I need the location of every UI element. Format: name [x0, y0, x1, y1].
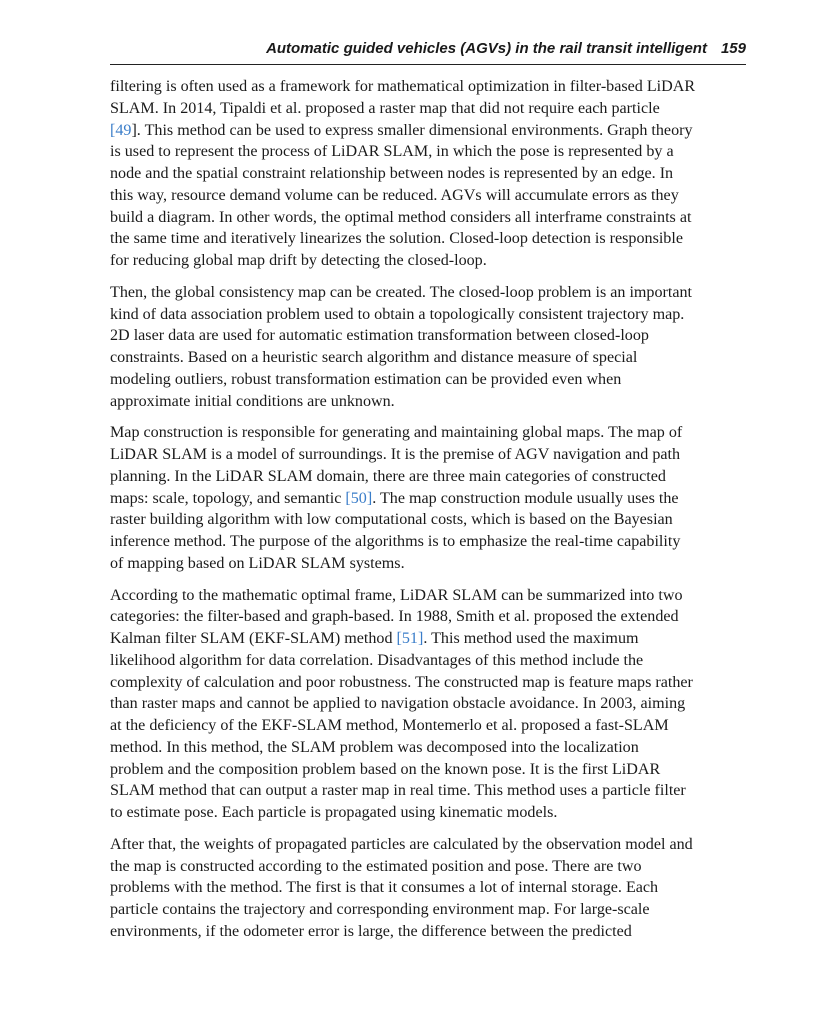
text-span: categories: the filter-based and graph-based. In 1988, Smith et al. proposed the extended [110, 608, 679, 626]
body-text [110, 76, 738, 953]
text-span: constraints. Based on a heuristic search algorithm and distance measure of special [110, 349, 638, 366]
text-span: . This method used the maximum [423, 630, 639, 647]
text-span: After that, the weights of propagated particles are calculated by the observation model and [110, 835, 693, 853]
text-span: is used to represent the process of LiDAR SLAM, in which the pose is represented by a [110, 143, 674, 161]
text-span: Map construction is responsible for generating and maintaining global maps. The map of [110, 424, 683, 442]
text-span: particle contains the trajectory and corresponding environment map. For large-scale [110, 901, 650, 918]
text-span: 2D laser data are used for automatic estimation transformation between closed-loop [110, 327, 649, 345]
text-span: build a diagram. In other words, the optimal method considers all interframe constraints at [110, 208, 692, 226]
text-span: LiDAR SLAM is a model of surroundings. It is the premise of AGV navigation and path [110, 446, 681, 463]
text-span: SLAM method that can output a raster map in real time. This method uses a particle filter [110, 782, 686, 800]
text-span: for reducing global map drift by detecting the closed-loop. [110, 252, 487, 269]
text-span: maps: scale, topology, and semantic [110, 489, 346, 507]
paragraph [110, 834, 738, 943]
text-span: complexity of calculation and poor robustness. The constructed map is feature maps rather [110, 673, 693, 691]
running-header [110, 38, 746, 65]
text-span: filtering is often used as a framework for mathematical optimization in filter-based LiDAR [110, 78, 696, 95]
text-span: According to the mathematic optimal frame, LiDAR SLAM can be summarized into two [110, 586, 683, 604]
text-span: this way, resource demand volume can be reduced. AGVs will accumulate errors as they [110, 186, 679, 204]
text-span: raster building algorithm with low computational costs, which is based on the Bayesian [110, 511, 673, 529]
text-span: inference method. The purpose of the algorithms is to emphasize the real-time capability [110, 533, 681, 550]
citation-link[interactable]: 49 [115, 121, 132, 139]
paragraph [110, 585, 738, 824]
text-span: SLAM. In 2014, Tipaldi et al. proposed a raster map that did not require each particle [110, 99, 660, 117]
text-span: than raster maps and cannot be applied to navigation obstacle avoidance. In 2003, aiming [110, 695, 686, 713]
text-span: to estimate pose. Each particle is propagated using kinematic models. [110, 804, 558, 821]
paragraph [110, 422, 738, 574]
text-span: at the deficiency of the EKF-SLAM method, Montemerlo et al. proposed a fast-SLAM [110, 717, 669, 734]
text-span: modeling outliers, robust transformation estimation can be provided even when [110, 370, 622, 388]
citation-link[interactable]: [50] [345, 489, 373, 507]
text-span: the map is constructed according to the estimated position and pose. There are two [110, 857, 642, 875]
paragraph [110, 282, 738, 413]
text-span: planning. In the LiDAR SLAM domain, there are three main categories of constructed [110, 467, 666, 485]
text-span: the same time and iteratively linearizes the solution. Closed-loop detection is responsible [110, 230, 683, 248]
text-span: . The map construction module usually uses the [372, 489, 679, 507]
text-span: problem and the composition problem based on the known pose. It is the first LiDAR [110, 760, 661, 778]
text-span: environments, if the odometer error is large, the difference between the predicted [110, 922, 632, 940]
text-span: ]. This method can be used to express smaller dimensional environments. Graph theory [131, 121, 693, 139]
text-span: method. In this method, the SLAM problem was decomposed into the localization [110, 738, 639, 756]
text-span: approximate initial conditions are unknown. [110, 392, 395, 410]
running-header-title: Automatic guided vehicles (AGVs) in the rail transit intelligent [266, 40, 707, 57]
text-span: of mapping based on LiDAR SLAM systems. [110, 554, 405, 572]
page-number: 159 [720, 40, 746, 57]
text-span: kind of data association problem used to obtain a topologically consistent trajectory map. [110, 305, 685, 323]
text-span: node and the spatial constraint relationship between nodes is represented by an edge. In [110, 165, 674, 182]
text-span: Kalman filter SLAM (EKF-SLAM) method [110, 630, 397, 647]
paragraph [110, 76, 738, 272]
citation-link[interactable]: [ [110, 121, 116, 139]
text-span: likelihood algorithm for data correlation. Disadvantages of this method include the [110, 651, 644, 669]
text-span: problems with the method. The first is that it consumes a lot of internal storage. Each [110, 879, 659, 897]
citation-link[interactable]: [51] [396, 630, 424, 647]
text-span: Then, the global consistency map can be created. The closed-loop problem is an important [110, 283, 693, 301]
